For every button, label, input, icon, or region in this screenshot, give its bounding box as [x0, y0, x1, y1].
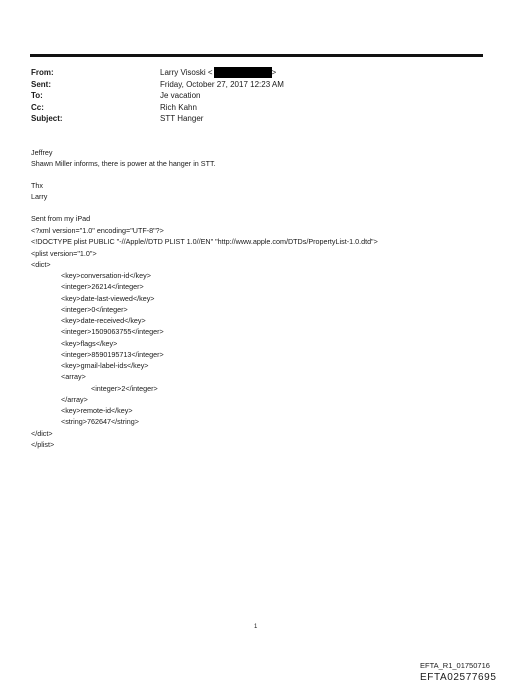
to-value: Je vacation: [160, 91, 201, 100]
message-body: Shawn Miller informs, there is power at the hanger in STT.: [31, 159, 216, 168]
sent-label: Sent:: [31, 80, 51, 89]
plist-line: <integer>2</integer>: [91, 384, 158, 393]
from-value: Larry Visoski < >: [160, 68, 277, 77]
subject-value: STT Hanger: [160, 114, 204, 123]
subject-label: Subject:: [31, 114, 63, 123]
redaction-block: [214, 67, 272, 78]
header-rule: [30, 54, 483, 57]
greeting: Jeffrey: [31, 148, 53, 157]
plist-line: <key>date-received</key>: [61, 316, 146, 325]
plist-line: <integer>1509063755</integer>: [61, 327, 164, 336]
plist-line: <array>: [61, 372, 86, 381]
plist-line: <key>gmail-label-ids</key>: [61, 361, 149, 370]
plist-line: <integer>8590195713</integer>: [61, 350, 164, 359]
plist-line: <key>conversation-id</key>: [61, 271, 151, 280]
page-number: 1: [254, 624, 258, 630]
to-label: To:: [31, 91, 43, 100]
sent-value: Friday, October 27, 2017 12:23 AM: [160, 80, 284, 89]
from-label: From:: [31, 68, 54, 77]
plist-line: </array>: [61, 395, 88, 404]
plist-line: <integer>26214</integer>: [61, 282, 144, 291]
plist-line: <integer>0</integer>: [61, 305, 128, 314]
plist-line: </plist>: [31, 440, 55, 449]
plist-line: <key>flags</key>: [61, 339, 118, 348]
bates-number-top: EFTA_R1_01750716: [420, 661, 490, 670]
plist-line: <plist version="1.0">: [31, 249, 97, 258]
plist-line: <key>date-last-viewed</key>: [61, 294, 155, 303]
cc-value: Rich Kahn: [160, 103, 197, 112]
cc-label: Cc:: [31, 103, 44, 112]
plist-line: <!DOCTYPE plist PUBLIC "-//Apple//DTD PLIST 1.0//EN" "http://www.apple.com/DTDs/PropertyList-1.0.dtd">: [31, 237, 378, 246]
plist-line: <key>remote-id</key>: [61, 406, 133, 415]
plist-line: <string>762647</string>: [61, 417, 139, 426]
plist-line: <?xml version="1.0" encoding="UTF-8"?>: [31, 226, 164, 235]
plist-line: </dict>: [31, 429, 53, 438]
thanks: Thx: [31, 181, 43, 190]
bates-number-bottom: EFTA02577695: [420, 672, 497, 683]
plist-line: <dict>: [31, 260, 51, 269]
signature: Larry: [31, 192, 48, 201]
sent-from-line: Sent from my iPad: [31, 214, 91, 223]
